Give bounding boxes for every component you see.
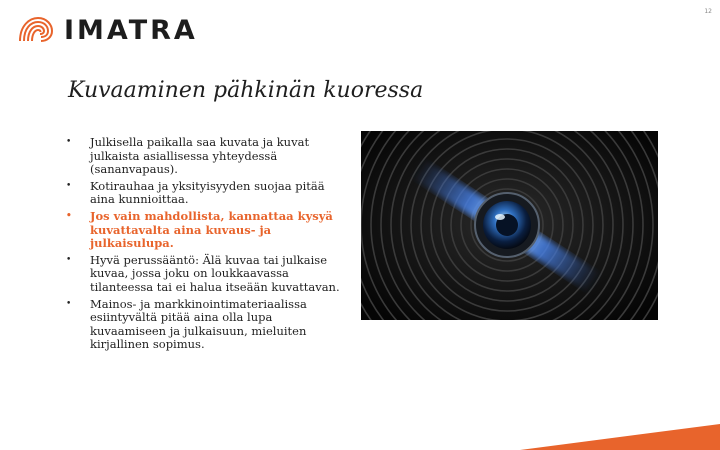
page-number: 12 <box>704 8 712 15</box>
bullet-text: Mainos- ja markkinointimateriaalissa esiintyvältä pitää aina olla lupa kuvaamiseen ja julkaisuun, mieluiten kirjallinen sopimus. <box>90 296 307 352</box>
bullet-text: Julkisella paikalla saa kuvata ja kuvat julkaista asiallisessa yhteydessä (sananvapaus). <box>90 135 310 177</box>
bullet-dot: • <box>66 210 72 221</box>
brand-name: IMATRA <box>64 14 198 46</box>
bullet-dot: • <box>66 254 72 265</box>
bullet-text: Kotirauhaa ja yksityisyyden suojaa pitää aina kunnioittaa. <box>90 178 325 207</box>
bullet-dot: • <box>66 137 72 147</box>
bullet-dot: • <box>66 298 72 309</box>
bullet-text: Hyvä perussääntö: Älä kuvaa tai julkaise kuvaa, jossa joku on loukkaavassa tilanteessa tai ei halua itseään kuvattavan. <box>90 252 340 294</box>
bullet-text: Jos vain mahdollista, kannattaa kysyä kuvattavalta aina kuvaus- ja julkaisulupa. <box>90 208 333 251</box>
slide-title: Kuvaaminen pähkinän kuoressa <box>68 78 424 103</box>
bullet-dot: • <box>66 180 72 191</box>
